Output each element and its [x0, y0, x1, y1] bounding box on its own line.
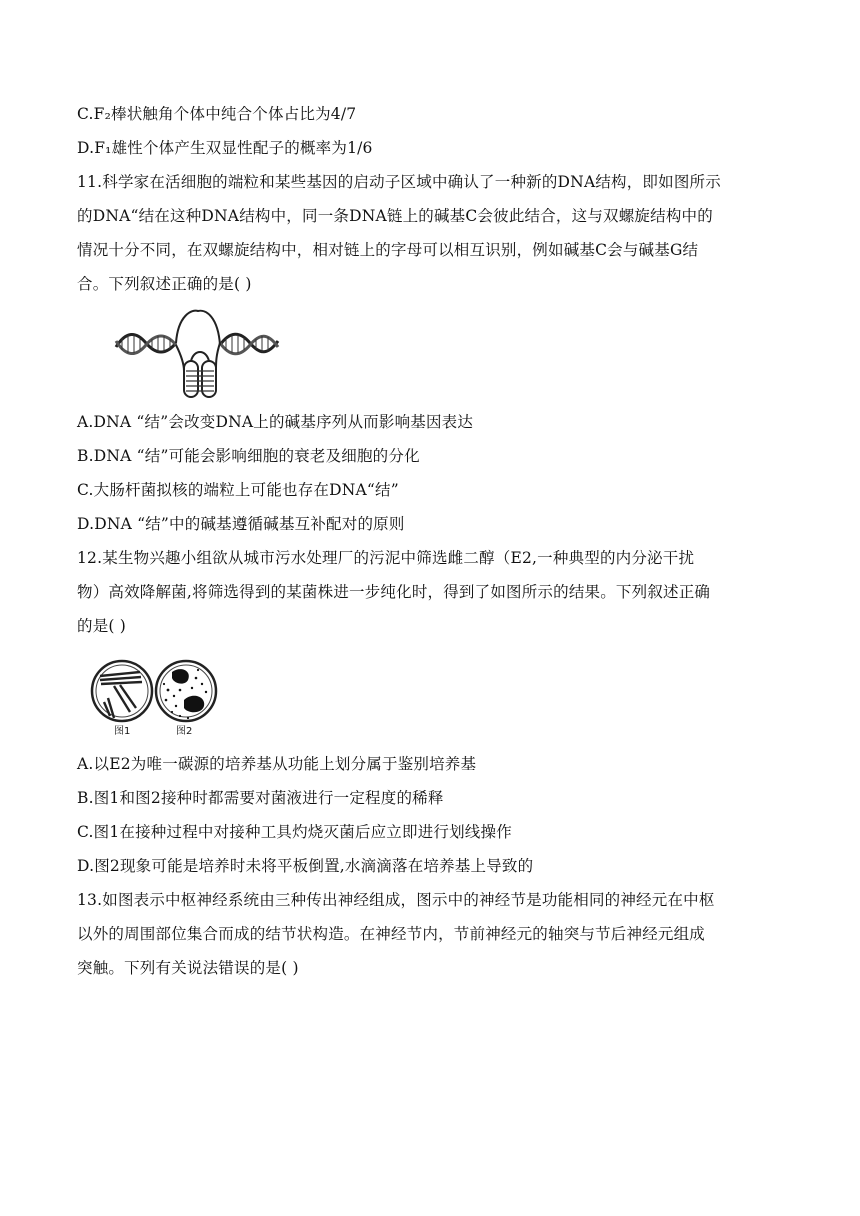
q11-option-a: A.DNA “结”会改变DNA上的碱基序列从而影响基因表达 — [77, 413, 474, 431]
q10-option-c: C.F₂棒状触角个体中纯合个体占比为4/7 — [77, 105, 357, 123]
q11-option-c: C.大肠杆菌拟核的端粒上可能也存在DNA“结” — [77, 481, 399, 499]
q12-option-b: B.图1和图2接种时都需要对菌液进行一定程度的稀释 — [77, 789, 444, 807]
q12-option-d: D.图2现象可能是培养时未将平板倒置,水滴滴落在培养基上导致的 — [77, 857, 534, 875]
q12-stem-line-2: 物）高效降解菌,将筛选得到的某菌株进一步纯化时，得到了如图所示的结果。下列叙述正确 — [77, 583, 711, 601]
q13-stem-line-1: 13.如图表示中枢神经系统由三种传出神经组成，图示中的神经节是功能相同的神经元在中枢 — [77, 891, 715, 909]
dna-knot-figure — [112, 305, 282, 400]
q13-stem-line-2: 以外的周围部位集合而成的结节状构造。在神经节内，节前神经元的轴突与节后神经元组成 — [77, 925, 706, 943]
q12-stem-line-1: 12.某生物兴趣小组欲从城市污水处理厂的污泥中筛选雌二醇（E2,一种典型的内分泌干扰 — [77, 549, 695, 567]
figure-2-label: 图2 — [176, 726, 193, 737]
figure-1-label: 图1 — [114, 726, 131, 737]
q12-stem-line-3: 的是( ) — [77, 617, 127, 635]
q12-option-a: A.以E2为唯一碳源的培养基从功能上划分属于鉴别培养基 — [77, 755, 477, 773]
q11-option-d: D.DNA “结”中的碱基遵循碱基互补配对的原则 — [77, 515, 405, 533]
streak-plate-dish — [92, 661, 152, 721]
q11-option-b: B.DNA “结”可能会影响细胞的衰老及细胞的分化 — [77, 447, 420, 465]
q11-stem-line-3: 情况十分不同，在双螺旋结构中，相对链上的字母可以相互识别，例如碱基C会与碱基G结 — [77, 241, 699, 259]
q12-option-c: C.图1在接种过程中对接种工具灼烧灭菌后应立即进行划线操作 — [77, 823, 512, 841]
q11-stem-line-2: 的DNA“结在这种DNA结构中，同一条DNA链上的碱基C会彼此结合，这与双螺旋结构中的 — [77, 207, 713, 225]
q13-stem-line-3: 突触。下列有关说法错误的是( ) — [77, 959, 299, 977]
spread-plate-dish — [156, 661, 216, 721]
q10-option-d: D.F₁雄性个体产生双显性配子的概率为1/6 — [77, 139, 373, 157]
q11-stem-line-4: 合。下列叙述正确的是( ) — [77, 275, 252, 293]
q11-stem-line-1: 11.科学家在活细胞的端粒和某些基因的启动子区域中确认了一种新的DNA结构，即如图所示 — [77, 173, 721, 191]
petri-dish-drawings — [88, 656, 220, 728]
petri-dish-figures — [88, 656, 220, 740]
